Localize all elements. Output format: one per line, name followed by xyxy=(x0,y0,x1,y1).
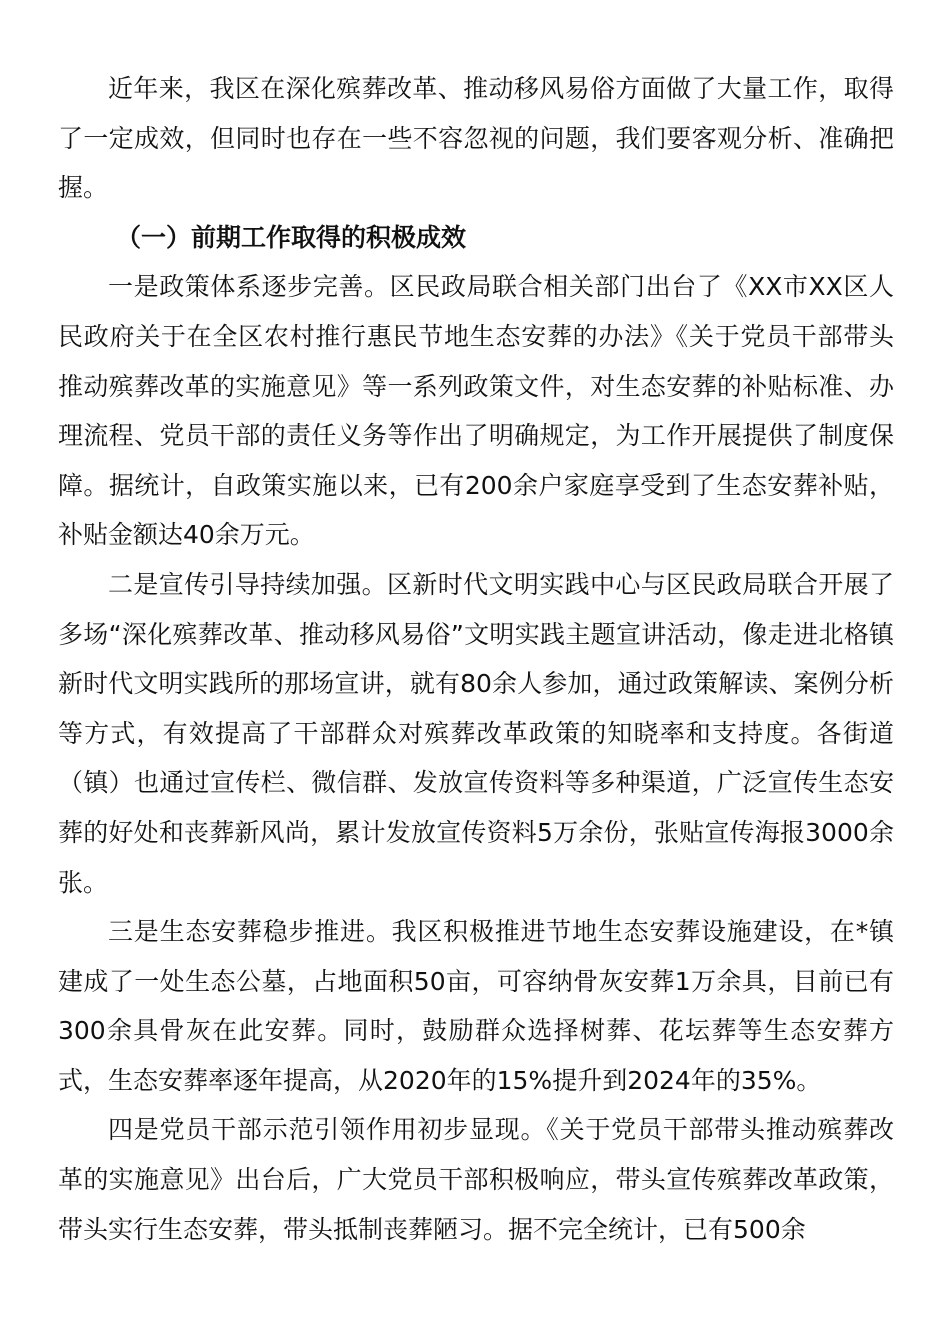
document-page xyxy=(58,64,894,1254)
paragraph-policy: 一是政策体系逐步完善。区民政局联合相关部门出台了《XX市XX区人民政府关于在全区农村推行惠民节地生态安葬的办法》《关于党员干部带头推动殡葬改革的实施意见》等一系列政策文件，对生态安葬的补贴标准、办理流程、党员干部的责任义务等作出了明确规定，为工作开展提供了制度保障。据统计，自政策实施以来，已有200余户家庭享受到了生态安葬补贴，补贴金额达40余万元。 xyxy=(58,272,894,550)
paragraph-publicity: 二是宣传引导持续加强。区新时代文明实践中心与区民政局联合开展了多场“深化殡葬改革、推动移风易俗”文明实践主题宣讲活动，像走进北格镇新时代文明实践所的那场宣讲，就有80余人参加，通过政策解读、案例分析等方式，有效提高了干部群众对殡葬改革政策的知晓率和支持度。各街道（镇）也通过宣传栏、微信群、发放宣传资料等多种渠道，广泛宣传生态安葬的好处和丧葬新风尚，累计发放宣传资料5万余份，张贴宣传海报3000余张。 xyxy=(58,569,894,897)
paragraph-party-members: 四是党员干部示范引领作用初步显现。《关于党员干部带头推动殡葬改革的实施意见》出台后，广大党员干部积极响应，带头宣传殡葬改革政策，带头实行生态安葬，带头抵制丧葬陋习。据不完全统计，已有500余 xyxy=(58,1115,894,1244)
section-heading: （一）前期工作取得的积极成效 xyxy=(116,222,467,252)
intro-paragraph: 近年来，我区在深化殡葬改革、推动移风易俗方面做了大量工作，取得了一定成效，但同时也存在一些不容忽视的问题，我们要客观分析、准确把握。 xyxy=(58,74,894,203)
paragraph-eco-burial: 三是生态安葬稳步推进。我区积极推进节地生态安葬设施建设，在*镇建成了一处生态公墓，占地面积50亩，可容纳骨灰安葬1万余具，目前已有300余具骨灰在此安葬。同时，鼓励群众选择树葬、花坛葬等生态安葬方式，生态安葬率逐年提高，从2020年的15%提升到2024年的35%。 xyxy=(58,917,894,1095)
